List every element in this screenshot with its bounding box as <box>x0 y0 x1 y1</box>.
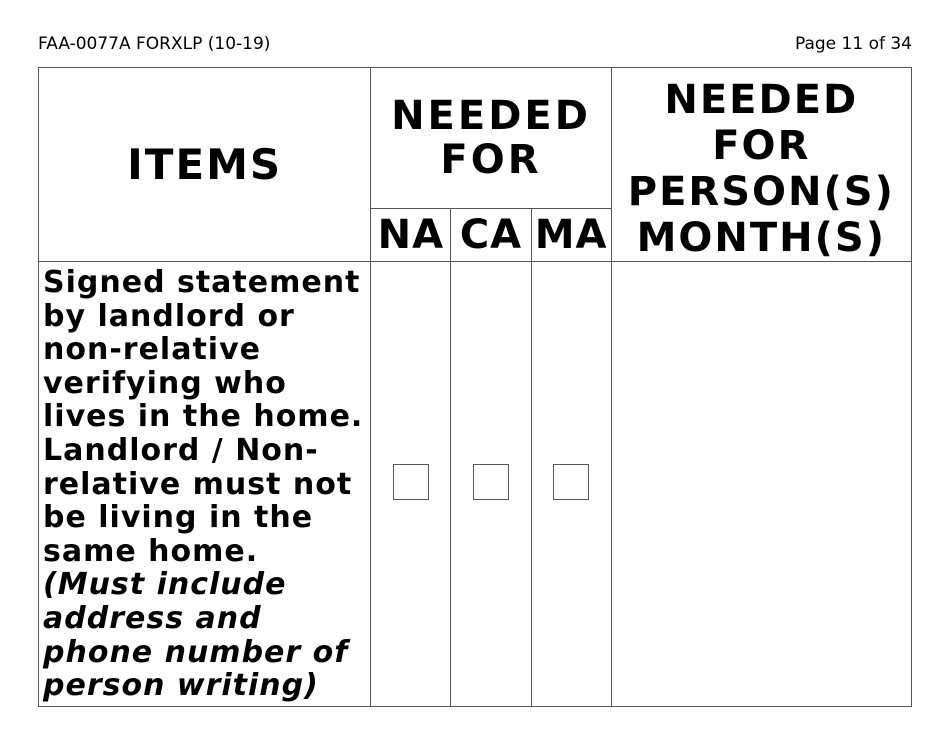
header-person-months <box>611 68 911 262</box>
ca-cell <box>451 262 531 707</box>
na-cell <box>371 262 451 707</box>
na-checkbox[interactable] <box>393 464 429 500</box>
header-needed-for: NEEDED FOR <box>371 68 611 209</box>
person-months-field[interactable] <box>611 262 911 707</box>
table-row <box>39 262 912 707</box>
form-id: FAA-0077A FORXLP (10-19) <box>38 34 271 54</box>
header-person-line: NEEDED <box>664 77 859 123</box>
item-description <box>39 262 371 707</box>
header-person-line: PERSON(S) <box>627 169 895 215</box>
items-table <box>38 67 912 707</box>
ma-checkbox[interactable] <box>553 464 589 500</box>
ma-cell <box>531 262 611 707</box>
item-text: Signed statement by landlord or non-relative verifying who lives in the home. Landlord / Non-relative must not be living in the same home. <box>43 265 364 569</box>
header-items: ITEMS <box>39 68 371 262</box>
header-ca: CA <box>451 209 531 262</box>
ca-checkbox[interactable] <box>473 464 509 500</box>
header-person-line: FOR <box>712 123 811 169</box>
header-ma: MA <box>531 209 611 262</box>
page-number: Page 11 of 34 <box>794 34 912 54</box>
item-note: (Must include address and phone number of person writing) <box>43 567 349 704</box>
header-na: NA <box>371 209 451 262</box>
header-person-line: MONTH(S) <box>636 215 887 261</box>
